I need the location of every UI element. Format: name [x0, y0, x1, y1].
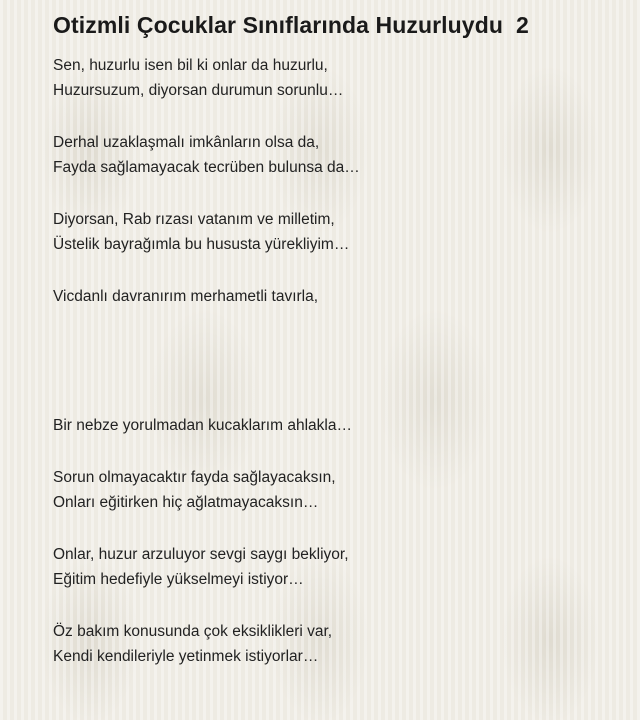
poem-line: Onları eğitirken hiç ağlatmayacaksın… [53, 494, 319, 511]
poem-line: Kendi kendileriyle yetinmek istiyorlar… [53, 648, 319, 665]
blank-space [53, 336, 360, 413]
poem-line: Huzursuzum, diyorsan durumun sorunlu… [53, 82, 344, 99]
stanza [53, 413, 360, 438]
poem-title: Otizmli Çocuklar Sınıflarında Huzurluydu 2 [53, 12, 529, 38]
stanza [53, 542, 360, 592]
poem-line: Eğitim hedefiyle yükselmeyi istiyor… [53, 571, 304, 588]
poem-line: Derhal uzaklaşmalı imkânların olsa da, [53, 134, 320, 151]
poem-line: Vicdanlı davranırım merhametli tavırla, [53, 288, 319, 305]
poem-line: Diyorsan, Rab rızası vatanım ve milletim, [53, 211, 335, 228]
poem-line: Üstelik bayrağımla bu hususta yürekliyim… [53, 236, 350, 253]
stanza [53, 284, 360, 309]
stanza [53, 53, 360, 103]
stanza [53, 130, 360, 180]
poem-line: Bir nebze yorulmadan kucaklarım ahlakla… [53, 417, 352, 434]
poem-body [53, 53, 360, 696]
stanza [53, 207, 360, 257]
stanza [53, 619, 360, 669]
poem-line: Sen, huzurlu isen bil ki onlar da huzurlu, [53, 57, 328, 74]
stanza [53, 465, 360, 515]
poem-line: Fayda sağlamayacak tecrüben bulunsa da… [53, 159, 360, 176]
poem-line: Sorun olmayacaktır fayda sağlayacaksın, [53, 469, 336, 486]
poem-line: Onlar, huzur arzuluyor sevgi saygı bekliyor, [53, 546, 349, 563]
poem-line: Öz bakım konusunda çok eksiklikleri var, [53, 623, 333, 640]
